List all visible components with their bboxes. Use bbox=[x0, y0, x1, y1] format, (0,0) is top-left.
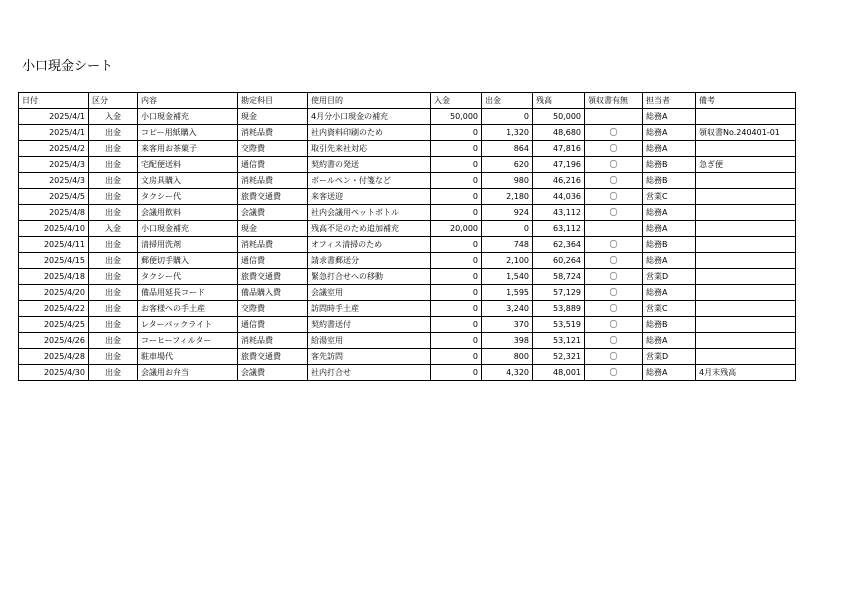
cell-balance: 48,680 bbox=[533, 125, 585, 141]
cell-account: 備品購入費 bbox=[238, 285, 308, 301]
cell-description: 備品用延長コード bbox=[138, 285, 238, 301]
cell-staff: 総務A bbox=[643, 253, 696, 269]
header-purpose: 使用目的 bbox=[308, 93, 431, 109]
cell-withdrawal: 620 bbox=[482, 157, 533, 173]
cell-receipt: 〇 bbox=[585, 317, 643, 333]
cell-description: 小口現金補充 bbox=[138, 221, 238, 237]
cell-description: お客様への手土産 bbox=[138, 301, 238, 317]
header-row bbox=[19, 93, 796, 109]
cell-deposit: 0 bbox=[431, 301, 482, 317]
cell-description: レターパックライト bbox=[138, 317, 238, 333]
cell-deposit: 0 bbox=[431, 269, 482, 285]
header-notes: 備考 bbox=[696, 93, 796, 109]
cell-balance: 53,121 bbox=[533, 333, 585, 349]
cell-deposit: 0 bbox=[431, 317, 482, 333]
cell-account: 旅費交通費 bbox=[238, 189, 308, 205]
cell-account: 消耗品費 bbox=[238, 173, 308, 189]
cell-receipt: 〇 bbox=[585, 157, 643, 173]
table-row bbox=[19, 109, 796, 125]
cell-balance: 43,112 bbox=[533, 205, 585, 221]
cell-withdrawal: 748 bbox=[482, 237, 533, 253]
cell-staff: 総務A bbox=[643, 285, 696, 301]
table-row bbox=[19, 125, 796, 141]
cell-account: 消耗品費 bbox=[238, 333, 308, 349]
cell-type: 出金 bbox=[89, 173, 138, 189]
cell-purpose: 請求書郵送分 bbox=[308, 253, 431, 269]
cell-deposit: 0 bbox=[431, 157, 482, 173]
cell-date: 2025/4/1 bbox=[19, 109, 89, 125]
cell-description: コピー用紙購入 bbox=[138, 125, 238, 141]
cell-staff: 営業D bbox=[643, 269, 696, 285]
cell-notes bbox=[696, 269, 796, 285]
cell-date: 2025/4/11 bbox=[19, 237, 89, 253]
cell-staff: 総務A bbox=[643, 141, 696, 157]
cell-staff: 営業C bbox=[643, 189, 696, 205]
cell-receipt: 〇 bbox=[585, 141, 643, 157]
sheet-title: 小口現金シート bbox=[22, 59, 114, 74]
cell-type: 出金 bbox=[89, 141, 138, 157]
cell-date: 2025/4/8 bbox=[19, 205, 89, 221]
cell-staff: 営業C bbox=[643, 301, 696, 317]
cell-withdrawal: 864 bbox=[482, 141, 533, 157]
cell-date: 2025/4/26 bbox=[19, 333, 89, 349]
cell-account: 旅費交通費 bbox=[238, 269, 308, 285]
cell-receipt: 〇 bbox=[585, 205, 643, 221]
table-row bbox=[19, 141, 796, 157]
cell-account: 交際費 bbox=[238, 141, 308, 157]
table-row bbox=[19, 317, 796, 333]
cell-deposit: 0 bbox=[431, 237, 482, 253]
cell-balance: 50,000 bbox=[533, 109, 585, 125]
cell-balance: 53,889 bbox=[533, 301, 585, 317]
cell-receipt: 〇 bbox=[585, 365, 643, 381]
cell-purpose: 客先訪問 bbox=[308, 349, 431, 365]
header-balance: 残高 bbox=[533, 93, 585, 109]
cell-withdrawal: 0 bbox=[482, 221, 533, 237]
cell-date: 2025/4/3 bbox=[19, 157, 89, 173]
cell-purpose: 緊急打合せへの移動 bbox=[308, 269, 431, 285]
cell-type: 出金 bbox=[89, 333, 138, 349]
cell-notes bbox=[696, 205, 796, 221]
table-row bbox=[19, 189, 796, 205]
cell-account: 消耗品費 bbox=[238, 237, 308, 253]
cell-receipt: 〇 bbox=[585, 253, 643, 269]
cell-withdrawal: 370 bbox=[482, 317, 533, 333]
table-row bbox=[19, 253, 796, 269]
header-deposit: 入金 bbox=[431, 93, 482, 109]
cell-staff: 総務A bbox=[643, 125, 696, 141]
cell-notes bbox=[696, 189, 796, 205]
header-account: 勘定科目 bbox=[238, 93, 308, 109]
cell-type: 出金 bbox=[89, 349, 138, 365]
cell-notes bbox=[696, 317, 796, 333]
cell-account: 会議費 bbox=[238, 205, 308, 221]
cell-withdrawal: 1,595 bbox=[482, 285, 533, 301]
cell-deposit: 0 bbox=[431, 125, 482, 141]
cell-deposit: 20,000 bbox=[431, 221, 482, 237]
cell-purpose: 会議室用 bbox=[308, 285, 431, 301]
cell-deposit: 0 bbox=[431, 349, 482, 365]
cell-description: 会議用お弁当 bbox=[138, 365, 238, 381]
table-row bbox=[19, 333, 796, 349]
cell-date: 2025/4/1 bbox=[19, 125, 89, 141]
cell-notes bbox=[696, 253, 796, 269]
cell-receipt: 〇 bbox=[585, 125, 643, 141]
cell-type: 出金 bbox=[89, 301, 138, 317]
cell-balance: 63,112 bbox=[533, 221, 585, 237]
header-description: 内容 bbox=[138, 93, 238, 109]
table-row bbox=[19, 349, 796, 365]
cell-staff: 総務A bbox=[643, 109, 696, 125]
cell-date: 2025/4/10 bbox=[19, 221, 89, 237]
cell-receipt: 〇 bbox=[585, 173, 643, 189]
cell-withdrawal: 980 bbox=[482, 173, 533, 189]
cell-balance: 52,321 bbox=[533, 349, 585, 365]
cell-account: 通信費 bbox=[238, 253, 308, 269]
cell-deposit: 0 bbox=[431, 189, 482, 205]
cell-staff: 総務A bbox=[643, 205, 696, 221]
cell-balance: 47,816 bbox=[533, 141, 585, 157]
cell-account: 現金 bbox=[238, 109, 308, 125]
cell-account: 交際費 bbox=[238, 301, 308, 317]
cell-notes bbox=[696, 221, 796, 237]
cell-withdrawal: 4,320 bbox=[482, 365, 533, 381]
cell-deposit: 0 bbox=[431, 365, 482, 381]
header-withdrawal: 出金 bbox=[482, 93, 533, 109]
cell-description: 郵便切手購入 bbox=[138, 253, 238, 269]
cell-deposit: 0 bbox=[431, 285, 482, 301]
table-row bbox=[19, 221, 796, 237]
cell-withdrawal: 2,180 bbox=[482, 189, 533, 205]
cell-date: 2025/4/5 bbox=[19, 189, 89, 205]
petty-cash-table bbox=[18, 92, 796, 381]
cell-purpose: 訪問時手土産 bbox=[308, 301, 431, 317]
header-date: 日付 bbox=[19, 93, 89, 109]
cell-receipt: 〇 bbox=[585, 237, 643, 253]
cell-receipt: 〇 bbox=[585, 333, 643, 349]
cell-purpose: 4月分小口現金の補充 bbox=[308, 109, 431, 125]
cell-date: 2025/4/2 bbox=[19, 141, 89, 157]
cell-description: 会議用飲料 bbox=[138, 205, 238, 221]
cell-balance: 53,519 bbox=[533, 317, 585, 333]
cell-description: 駐車場代 bbox=[138, 349, 238, 365]
cell-date: 2025/4/3 bbox=[19, 173, 89, 189]
cell-purpose: 社内資料印刷のため bbox=[308, 125, 431, 141]
cell-balance: 44,036 bbox=[533, 189, 585, 205]
cell-purpose: ボールペン・付箋など bbox=[308, 173, 431, 189]
cell-notes bbox=[696, 173, 796, 189]
cell-type: 入金 bbox=[89, 221, 138, 237]
cell-receipt: 〇 bbox=[585, 285, 643, 301]
cell-withdrawal: 1,320 bbox=[482, 125, 533, 141]
table-row bbox=[19, 173, 796, 189]
cell-type: 入金 bbox=[89, 109, 138, 125]
cell-staff: 総務B bbox=[643, 157, 696, 173]
cell-balance: 60,264 bbox=[533, 253, 585, 269]
header-staff: 担当者 bbox=[643, 93, 696, 109]
table-row bbox=[19, 237, 796, 253]
cell-notes bbox=[696, 141, 796, 157]
cell-purpose: 社内会議用ペットボトル bbox=[308, 205, 431, 221]
cell-balance: 47,196 bbox=[533, 157, 585, 173]
cell-description: 清掃用洗剤 bbox=[138, 237, 238, 253]
cell-receipt: 〇 bbox=[585, 349, 643, 365]
cell-account: 現金 bbox=[238, 221, 308, 237]
cell-date: 2025/4/20 bbox=[19, 285, 89, 301]
cell-deposit: 0 bbox=[431, 173, 482, 189]
cell-deposit: 50,000 bbox=[431, 109, 482, 125]
cell-description: コーヒーフィルター bbox=[138, 333, 238, 349]
cell-withdrawal: 398 bbox=[482, 333, 533, 349]
table-row bbox=[19, 285, 796, 301]
cell-withdrawal: 1,540 bbox=[482, 269, 533, 285]
cell-purpose: 残高不足のため追加補充 bbox=[308, 221, 431, 237]
cell-type: 出金 bbox=[89, 365, 138, 381]
cell-date: 2025/4/30 bbox=[19, 365, 89, 381]
cell-type: 出金 bbox=[89, 189, 138, 205]
cell-staff: 総務A bbox=[643, 365, 696, 381]
cell-account: 通信費 bbox=[238, 317, 308, 333]
cell-type: 出金 bbox=[89, 269, 138, 285]
cell-purpose: 来客送迎 bbox=[308, 189, 431, 205]
cell-account: 通信費 bbox=[238, 157, 308, 173]
cell-description: 小口現金補充 bbox=[138, 109, 238, 125]
cell-balance: 48,001 bbox=[533, 365, 585, 381]
cell-notes bbox=[696, 333, 796, 349]
cell-staff: 総務A bbox=[643, 221, 696, 237]
cell-receipt: 〇 bbox=[585, 269, 643, 285]
cell-receipt bbox=[585, 221, 643, 237]
cell-purpose: 給湯室用 bbox=[308, 333, 431, 349]
cell-date: 2025/4/18 bbox=[19, 269, 89, 285]
header-type: 区分 bbox=[89, 93, 138, 109]
table-row bbox=[19, 157, 796, 173]
cell-deposit: 0 bbox=[431, 141, 482, 157]
cell-date: 2025/4/25 bbox=[19, 317, 89, 333]
cell-description: 文房具購入 bbox=[138, 173, 238, 189]
table-row bbox=[19, 301, 796, 317]
cell-notes bbox=[696, 349, 796, 365]
cell-description: 来客用お茶菓子 bbox=[138, 141, 238, 157]
cell-type: 出金 bbox=[89, 157, 138, 173]
cell-description: 宅配便送料 bbox=[138, 157, 238, 173]
cell-notes bbox=[696, 301, 796, 317]
cell-withdrawal: 2,100 bbox=[482, 253, 533, 269]
cell-withdrawal: 3,240 bbox=[482, 301, 533, 317]
cell-receipt: 〇 bbox=[585, 301, 643, 317]
cell-notes bbox=[696, 109, 796, 125]
header-receipt: 領収書有無 bbox=[585, 93, 643, 109]
cell-purpose: 契約書の発送 bbox=[308, 157, 431, 173]
cell-date: 2025/4/22 bbox=[19, 301, 89, 317]
cell-notes bbox=[696, 237, 796, 253]
cell-receipt: 〇 bbox=[585, 189, 643, 205]
cell-date: 2025/4/15 bbox=[19, 253, 89, 269]
table-row bbox=[19, 205, 796, 221]
table-row bbox=[19, 269, 796, 285]
cell-notes: 4月末残高 bbox=[696, 365, 796, 381]
table-row bbox=[19, 365, 796, 381]
cell-balance: 62,364 bbox=[533, 237, 585, 253]
cell-description: タクシー代 bbox=[138, 189, 238, 205]
cell-type: 出金 bbox=[89, 317, 138, 333]
cell-balance: 57,129 bbox=[533, 285, 585, 301]
cell-staff: 総務A bbox=[643, 333, 696, 349]
cell-deposit: 0 bbox=[431, 205, 482, 221]
cell-account: 会議費 bbox=[238, 365, 308, 381]
cell-purpose: 取引先来社対応 bbox=[308, 141, 431, 157]
cell-type: 出金 bbox=[89, 285, 138, 301]
cell-staff: 営業D bbox=[643, 349, 696, 365]
cell-purpose: 契約書送付 bbox=[308, 317, 431, 333]
cell-receipt bbox=[585, 109, 643, 125]
cell-balance: 46,216 bbox=[533, 173, 585, 189]
cell-withdrawal: 0 bbox=[482, 109, 533, 125]
cell-description: タクシー代 bbox=[138, 269, 238, 285]
cell-type: 出金 bbox=[89, 205, 138, 221]
cell-purpose: 社内打合せ bbox=[308, 365, 431, 381]
cell-type: 出金 bbox=[89, 253, 138, 269]
cell-deposit: 0 bbox=[431, 253, 482, 269]
cell-balance: 58,724 bbox=[533, 269, 585, 285]
cell-withdrawal: 800 bbox=[482, 349, 533, 365]
cell-notes bbox=[696, 285, 796, 301]
cell-date: 2025/4/28 bbox=[19, 349, 89, 365]
cell-notes: 急ぎ便 bbox=[696, 157, 796, 173]
cell-purpose: オフィス清掃のため bbox=[308, 237, 431, 253]
cell-staff: 総務B bbox=[643, 237, 696, 253]
cell-deposit: 0 bbox=[431, 333, 482, 349]
cell-staff: 総務B bbox=[643, 173, 696, 189]
cell-type: 出金 bbox=[89, 125, 138, 141]
cell-account: 消耗品費 bbox=[238, 125, 308, 141]
cell-type: 出金 bbox=[89, 237, 138, 253]
cell-notes: 領収書No.240401-01 bbox=[696, 125, 796, 141]
cell-account: 旅費交通費 bbox=[238, 349, 308, 365]
cell-staff: 総務B bbox=[643, 317, 696, 333]
cell-withdrawal: 924 bbox=[482, 205, 533, 221]
